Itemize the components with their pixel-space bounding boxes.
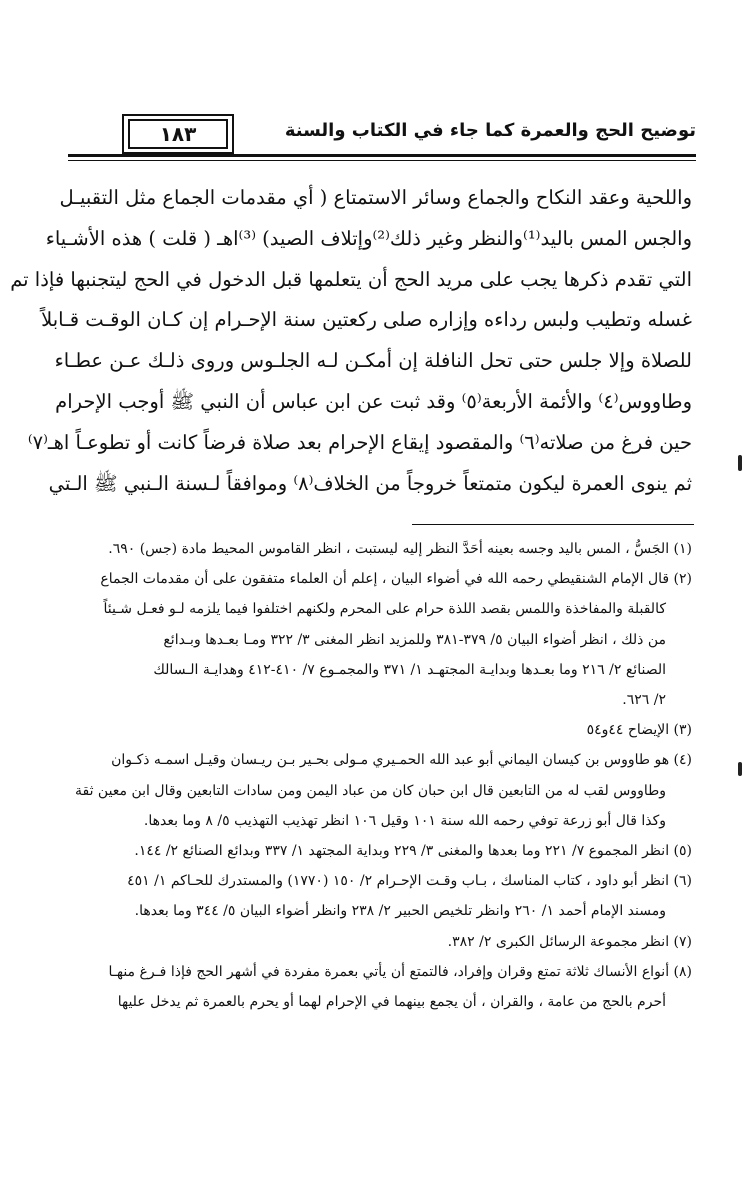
footnote-line: من ذلك ، انظر أضواء البيان ٥/ ٣٧٩-٣٨١ وللمزيد انظر المغنى ٣/ ٣٢٢ ومـا بعـدها وبـدائع	[163, 631, 666, 648]
running-title: توضيح الحج والعمرة كما جاء في الكتاب والسنة	[284, 120, 696, 141]
text-line: ثم ينوى العمرة ليكون متمتعاً خروجاً من الخلاف⁽٨⁾ وموافقاً لـسنة الـنبي ﷺ الـتي	[48, 471, 692, 495]
footnote-7	[64, 927, 692, 957]
margin-mark	[738, 762, 742, 776]
footnote-line: كالقبلة والمفاخذة واللمس بقصد اللذة حرام على المحرم ولكنهم اختلفوا فيما يلزمه لـو فعـل شـيئاً	[103, 601, 666, 618]
text-line: واللحية وعقد النكاح والجماع وسائر الاستمتاع ( أي مقدمات الجماع مثل التقبيـل	[59, 186, 692, 209]
text-line: للصلاة وإلا جلس حتى تحل النافلة إن أمكـن لـه الجلـوس وروى ذلـك عـن عطـاء	[54, 349, 692, 373]
footnote-line: وكذا قال أبو زرعة توفي رحمه الله سنة ١٠١ وقيل ١٠٦ انظر تهذيب التهذيب ٥/ ٨ وما بعدها.	[143, 812, 666, 829]
page-number: ١٨٣	[128, 119, 228, 149]
footnote-5	[64, 836, 692, 866]
main-text	[10, 178, 692, 504]
footnote-8	[64, 957, 692, 1017]
page-header	[68, 112, 696, 160]
footnote-6	[64, 866, 692, 926]
footnote-line: ومسند الإمام أحمد ١/ ٢٦٠ وانظر تلخيص الحبير ٢/ ٢٣٨ وانظر أضواء البيان ٥/ ٣٤٤ وما بعدها.	[134, 903, 666, 920]
header-rule-thin	[68, 160, 696, 161]
footnote-1	[64, 534, 692, 564]
footnote-line: (١) الجَسُّ ، المس باليد وجسه بعينه أحَدَّ النظر إليه ليستبت ، انظر القاموس المحيط مادة (جس) ٦٩٠.	[108, 541, 692, 557]
text-line: التي تقدم ذكرها يجب على مريد الحج أن يتعلمها قبل الدخول في الحج ليتجنبها فإذا تم	[10, 267, 692, 291]
footnote-2	[64, 564, 692, 715]
text-line: غسله وتطيب ولبس رداءه وإزاره صلى ركعتين سنة الإحـرام إن كـان الوقـت قـابلاً	[41, 308, 692, 332]
header-rule	[68, 154, 696, 157]
footnote-line: ٢/ ٦٢٦.	[622, 692, 666, 709]
footnote-line: (٥) انظر المجموع ٧/ ٢٢١ وما بعدها والمغنى ٣/ ٢٢٩ وبداية المجتهد ١/ ٣٣٧ وبدائع الصنائع ٢/ ١٤٤.	[134, 843, 692, 860]
footnote-3	[64, 715, 692, 745]
footnote-line: (٣) الإيضاح ٤٤و٥٤	[586, 722, 692, 739]
text-line: وطاووس⁽٤⁾ والأئمة الأربعة⁽٥⁾ وقد ثبت عن ابن عباس أن النبي ﷺ أوجب الإحرام	[55, 389, 692, 413]
footnote-line: (٨) أنواع الأنساك ثلاثة تمتع وقران وإفراد، فالتمتع أن يأتي بعمرة مفردة في أشهر الحج فإذا فـرغ منهـا	[108, 963, 692, 980]
footnotes	[64, 534, 692, 1017]
margin-mark	[738, 455, 742, 471]
footnote-line: الصنائع ٢/ ٢١٦ وما بعـدها وبدايـة المجتهـد ١/ ٣٧١ والمجمـوع ٧/ ٤١٠-٤١٢ وهدايـة الـسالك	[153, 661, 666, 678]
footnote-line: أحرم بالحج من عامة ، والقران ، أن يجمع بينهما في الإحرام لهما أو يحرم بالعمرة ثم يدخل عليها	[117, 994, 666, 1011]
page-number-box	[122, 114, 234, 154]
footnote-4	[64, 745, 692, 836]
footnote-line: (٤) هو طاووس بن كيسان اليماني أبو عبد الله الحمـيري مـولى بحـير بـن ريـسان وقيـل اسمـه ذكـوان	[111, 752, 692, 769]
footnote-line: (٢) قال الإمام الشنقيطي رحمه الله في أضواء البيان ، إعلم أن العلماء متفقون على أن مقدمات الجماع	[100, 571, 692, 588]
text-line: حين فرغ من صلاته⁽٦⁾ والمقصود إيقاع الإحرام بعد صلاة فرضاً كانت أو تطوعـاً اهـ⁽٧⁾	[27, 430, 692, 454]
text-line: والجس المس باليد⁽¹⁾والنظر وغير ذلك⁽²⁾وإتلاف الصيد) ⁽³⁾اهـ ( قلت ) هذه الأشـياء	[45, 226, 692, 250]
footnote-line: (٦) انظر أبو داود ، كتاب المناسك ، بـاب وقـت الإحـرام ٢/ ١٥٠ (١٧٧٠) والمستدرك للحـاكم ١/ ٤٥١	[127, 873, 692, 890]
footnote-separator	[412, 524, 694, 525]
footnote-line: وطاووس لقب له من التابعين قال ابن حبان كان من عباد اليمن ومن سادات التابعين وقال ابن معين ثقة	[74, 782, 666, 799]
footnote-line: (٧) انظر مجموعة الرسائل الكبرى ٢/ ٣٨٢.	[447, 933, 692, 950]
